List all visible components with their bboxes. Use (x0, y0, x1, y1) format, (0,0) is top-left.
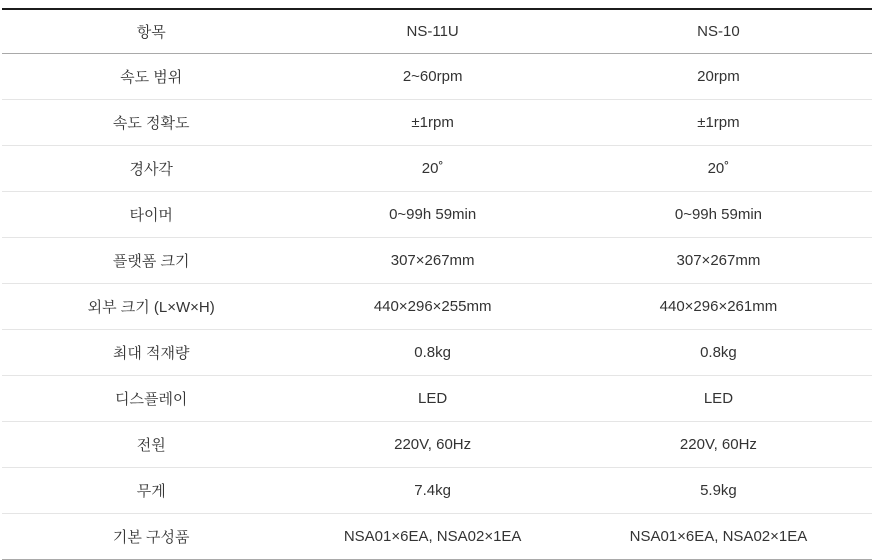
spec-value-cell-ns10: 220V, 60Hz (565, 422, 872, 468)
spec-label-cell: 디스플레이 (2, 376, 300, 422)
spec-label-cell: 타이머 (2, 192, 300, 238)
spec-value-cell-ns10: 440×296×261mm (565, 284, 872, 330)
spec-label-cell: 속도 범위 (2, 54, 300, 100)
table-row (2, 192, 872, 238)
spec-label-cell: 전원 (2, 422, 300, 468)
spec-value-cell-ns10: LED (565, 376, 872, 422)
spec-value-cell-ns11u: 0.8kg (300, 330, 564, 376)
spec-value-cell-ns10: 0~99h 59min (565, 192, 872, 238)
table-row (2, 330, 872, 376)
product-spec-table (2, 8, 872, 560)
spec-label-cell: 외부 크기 (L×W×H) (2, 284, 300, 330)
spec-value-cell-ns11u: 7.4kg (300, 468, 564, 514)
table-row (2, 284, 872, 330)
spec-value-cell-ns11u: 440×296×255mm (300, 284, 564, 330)
header-row (2, 9, 872, 54)
spec-label-cell: 속도 정확도 (2, 100, 300, 146)
spec-label-cell: 최대 적재량 (2, 330, 300, 376)
spec-value-cell-ns11u: ±1rpm (300, 100, 564, 146)
spec-value-cell-ns11u: LED (300, 376, 564, 422)
spec-value-cell-ns10: 20˚ (565, 146, 872, 192)
spec-value-cell-ns11u: 0~99h 59min (300, 192, 564, 238)
spec-value-cell-ns10: 5.9kg (565, 468, 872, 514)
spec-value-cell-ns10: 307×267mm (565, 238, 872, 284)
spec-value-cell-ns11u: 20˚ (300, 146, 564, 192)
spec-value-cell-ns10: ±1rpm (565, 100, 872, 146)
table-row (2, 468, 872, 514)
spec-value-cell-ns10: 0.8kg (565, 330, 872, 376)
spec-label-cell: 경사각 (2, 146, 300, 192)
table-row (2, 146, 872, 192)
table-row (2, 54, 872, 100)
table-row (2, 422, 872, 468)
spec-table-body (2, 54, 872, 560)
spec-value-cell-ns11u: 2~60rpm (300, 54, 564, 100)
spec-label-cell: 기본 구성품 (112, 529, 190, 546)
table-row (2, 514, 872, 560)
table-row (2, 376, 872, 422)
spec-label-cell: 무게 (2, 468, 300, 514)
spec-label-cell: 플랫폼 크기 (2, 238, 300, 284)
spec-value-cell-ns11u: 307×267mm (300, 238, 564, 284)
spec-table-header (2, 9, 872, 54)
spec-value-cell-ns11u: 220V, 60Hz (300, 422, 564, 468)
table-row (2, 238, 872, 284)
spec-value-cell-ns10: 20rpm (565, 54, 872, 100)
header-ns11u: NS-11U (300, 9, 564, 54)
header-ns10: NS-10 (565, 9, 872, 54)
spec-value-cell-ns11u: NSA01×6EA, NSA02×1EA (343, 528, 522, 545)
header-item: 항목 (2, 9, 300, 54)
table-row (2, 100, 872, 146)
spec-value-cell-ns10: NSA01×6EA, NSA02×1EA (629, 528, 808, 545)
